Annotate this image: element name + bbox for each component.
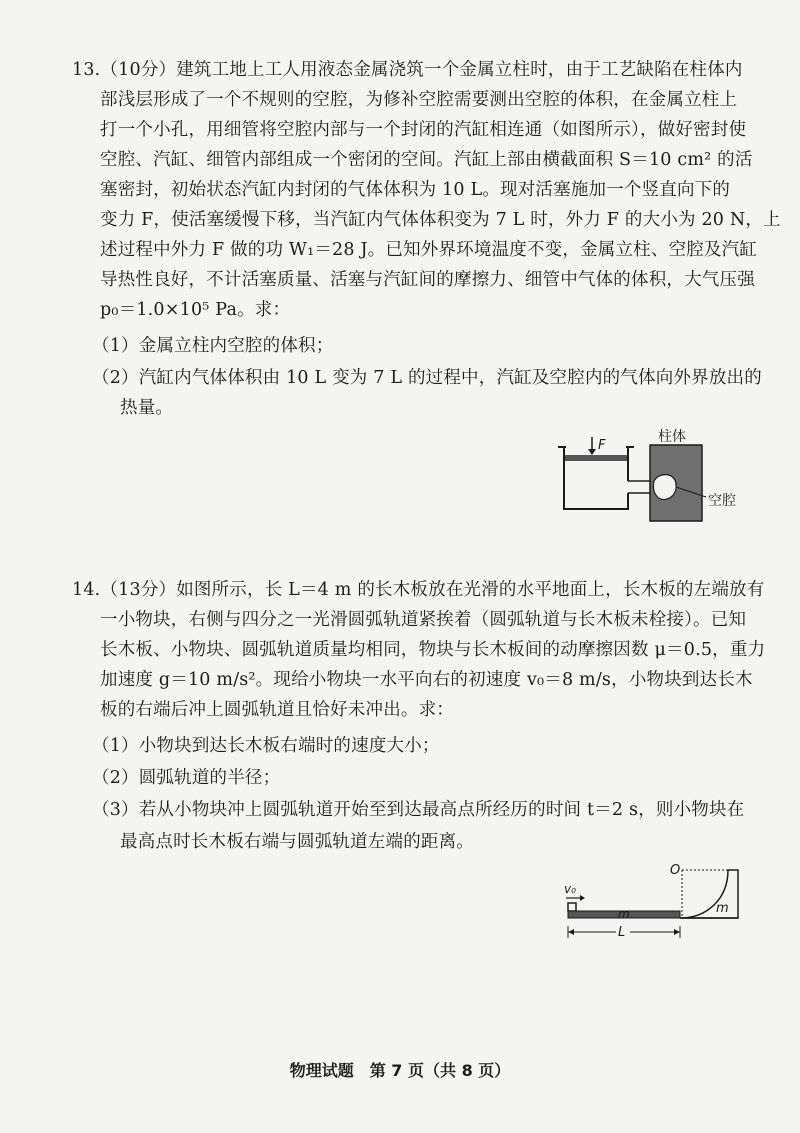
- q13-subquestion-1: （1）金属立柱内空腔的体积；: [92, 336, 334, 356]
- q14-line: 14.（13分）如图所示，长 L＝4 m 的长木板放在光滑的水平地面上，长木板的左端放有: [72, 580, 765, 600]
- piston-shape: [565, 455, 627, 461]
- v0-label: v₀: [564, 882, 576, 896]
- length-label: L: [618, 925, 626, 940]
- q14-subquestion-3-cont: 最高点时长木板右端与圆弧轨道左端的距离。: [120, 832, 474, 852]
- q14-figure: [558, 858, 748, 948]
- q14-line: 一小物块，右侧与四分之一光滑圆弧轨道紧挨着（圆弧轨道与长木板未栓接）。已知: [100, 610, 747, 630]
- cavity-label: 空腔: [708, 493, 736, 509]
- block-shape: [568, 903, 576, 911]
- column-label: 柱体: [658, 429, 686, 445]
- length-arrow-left-icon: [568, 929, 574, 935]
- cavity-shape: [653, 475, 676, 500]
- q13-line: 述过程中外力 F 做的功 W₁＝28 J。已知外界环境温度不变，金属立柱、空腔及汽缸: [100, 240, 758, 260]
- force-label: F: [598, 438, 606, 453]
- v0-arrowhead-icon: [580, 895, 585, 901]
- q14-subquestion-3: （3）若从小物块冲上圆弧轨道开始至到达最高点所经历的时间 t＝2 s，则小物块在: [92, 800, 745, 820]
- arc-mass-label: m: [716, 901, 729, 916]
- length-arrow-right-icon: [674, 929, 680, 935]
- q13-line: p₀＝1.0×10⁵ Pa。求：: [100, 300, 291, 320]
- q13-line: 空腔、汽缸、细管内部组成一个密闭的空间。汽缸上部由横截面积 S＝10 cm² 的活: [100, 150, 753, 170]
- center-label: O: [670, 863, 681, 878]
- q13-subquestion-2-cont: 热量。: [120, 398, 174, 418]
- q14-subquestion-2: （2）圆弧轨道的半径；: [92, 768, 281, 788]
- q13-subquestion-2: （2）汽缸内气体体积由 10 L 变为 7 L 的过程中，汽缸及空腔内的气体向外界放出的: [92, 368, 762, 388]
- force-arrowhead-icon: [588, 449, 596, 455]
- q14-line: 板的右端后冲上圆弧轨道且恰好未冲出。求：: [100, 700, 454, 720]
- q14-subquestion-1: （1）小物块到达长木板右端时的速度大小；: [92, 736, 440, 756]
- q14-line: 长木板、小物块、圆弧轨道质量均相同，物块与长木板间的动摩擦因数 μ＝0.5，重力: [100, 640, 766, 660]
- board-mass-label: m: [618, 907, 630, 921]
- arc-track-shape: [680, 870, 738, 918]
- q13-line: 13.（10分）建筑工地上工人用液态金属浇筑一个金属立柱时，由于工艺缺陷在柱体内: [72, 60, 743, 80]
- page-footer: 物理试题 第 7 页（共 8 页）: [289, 1061, 511, 1080]
- q14-line: 加速度 g＝10 m/s²。现给小物块一水平向右的初速度 v₀＝8 m/s，小物块到达长木: [100, 670, 753, 690]
- q13-line: 打一个小孔，用细管将空腔内部与一个封闭的汽缸相连通（如图所示），做好密封使: [100, 120, 747, 140]
- q13-line: 部浅层形成了一个不规则的空腔，为修补空腔需要测出空腔的体积，在金属立柱上: [100, 90, 738, 110]
- q13-figure: [550, 425, 750, 525]
- q13-line: 导热性良好，不计活塞质量、活塞与汽缸间的摩擦力、细管中气体的体积，大气压强: [100, 270, 755, 290]
- q13-line: 变力 F，使活塞缓慢下移，当汽缸内气体体积变为 7 L 时，外力 F 的大小为 20 N，上: [100, 210, 781, 230]
- q13-line: 塞密封，初始状态汽缸内封闭的气体体积为 10 L。现对活塞施加一个竖直向下的: [100, 180, 731, 200]
